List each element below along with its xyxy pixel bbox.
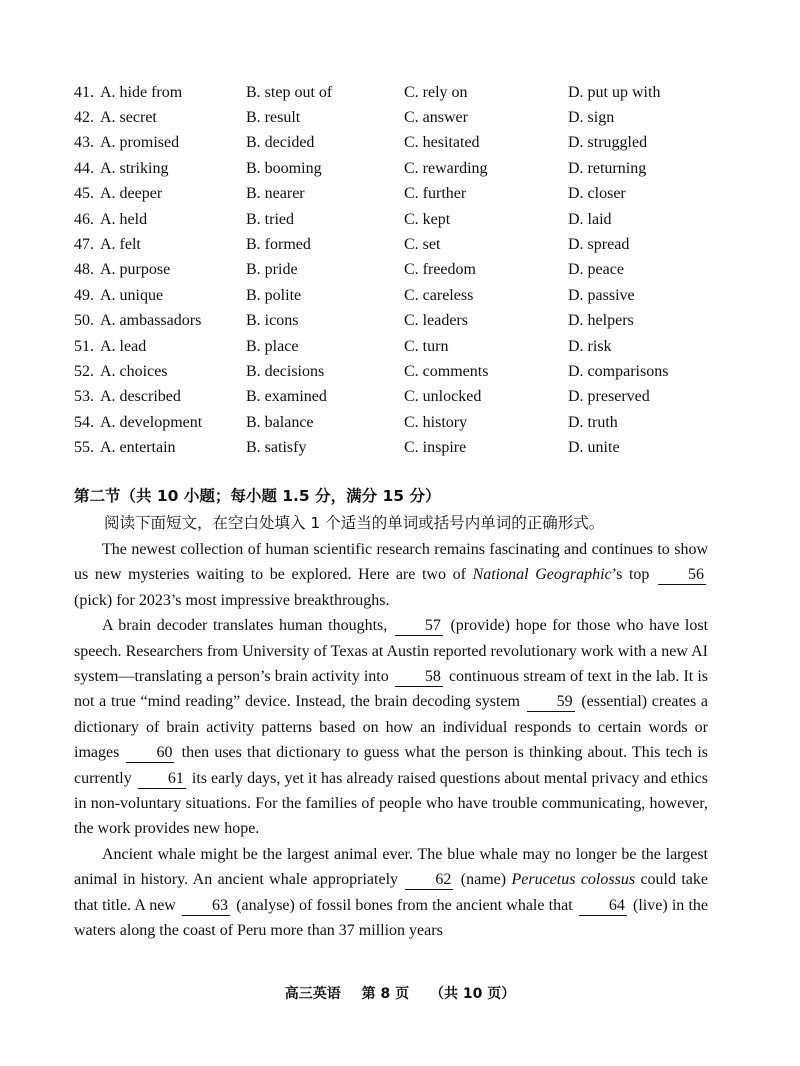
option-a[interactable]: A. felt [100, 236, 141, 254]
question-number: 44. [74, 159, 94, 177]
question-number: 46. [74, 210, 94, 228]
option-c[interactable]: C. careless [404, 286, 474, 304]
option-c[interactable]: C. rewarding [404, 159, 488, 177]
question-number: 54. [74, 413, 94, 431]
option-cell-a [74, 439, 246, 457]
text: (live) in the waters along the coast of Peru more than 37 million years [74, 896, 709, 940]
question-number: 45. [74, 185, 94, 203]
option-row [74, 207, 734, 232]
option-cell-a [74, 312, 246, 330]
option-b[interactable]: B. tried [246, 210, 294, 228]
passage [74, 537, 708, 944]
option-b[interactable]: B. nearer [246, 185, 305, 203]
option-c[interactable]: C. comments [404, 362, 489, 380]
text: (provide) hope for those who have lost speech. Researchers from University of Texas at Austin reported revolutionary work with a new AI system—translating a person’s brain activity into [74, 617, 709, 686]
question-number: 53. [74, 388, 94, 406]
option-row [74, 105, 734, 130]
option-d[interactable]: D. struggled [568, 134, 648, 152]
option-a[interactable]: A. hide from [100, 83, 183, 101]
section-instruction: 阅读下面短文，在空白处填入 1 个适当的单词或括号内单词的正确形式。 [104, 514, 605, 532]
option-row [74, 309, 734, 334]
option-cell-a [74, 414, 246, 432]
option-a[interactable]: A. purpose [100, 261, 171, 279]
option-c[interactable]: C. freedom [404, 261, 476, 279]
blank-61[interactable]: 61 [138, 770, 186, 789]
option-d[interactable]: D. unite [568, 439, 620, 457]
text: (essential) creates a dictionary of brain activity patterns based on how an individual responds to certain words or images [74, 693, 708, 762]
option-a[interactable]: A. promised [100, 134, 180, 152]
question-number: 50. [74, 312, 94, 330]
paragraph-1 [74, 537, 708, 613]
option-a[interactable]: A. unique [100, 286, 164, 304]
option-b[interactable]: B. booming [246, 159, 322, 177]
question-number: 42. [74, 109, 94, 127]
option-c[interactable]: C. rely on [404, 83, 468, 101]
option-cell-a [74, 363, 246, 381]
text: continuous stream of text in the lab. It is not a true “mind reading” device. Instead, the brain decoding system [74, 668, 708, 711]
option-row [74, 359, 734, 384]
option-b[interactable]: B. decided [246, 134, 315, 152]
option-c[interactable]: C. turn [404, 337, 449, 355]
option-c[interactable]: C. history [404, 413, 468, 431]
options-table [74, 80, 734, 461]
option-a[interactable]: A. ambassadors [100, 312, 202, 330]
option-row [74, 435, 734, 460]
option-c[interactable]: C. leaders [404, 312, 468, 330]
option-d[interactable]: D. put up with [568, 83, 661, 101]
option-cell-a [74, 211, 246, 229]
option-row [74, 182, 734, 207]
text: (name) [455, 871, 512, 889]
blank-56[interactable]: 56 [658, 566, 706, 585]
option-b[interactable]: B. place [246, 337, 299, 355]
option-row [74, 410, 734, 435]
option-a[interactable]: A. held [100, 210, 148, 228]
option-d[interactable]: D. peace [568, 261, 624, 279]
option-d[interactable]: D. sign [568, 109, 615, 127]
option-c[interactable]: C. kept [404, 210, 451, 228]
option-a[interactable]: A. striking [100, 159, 169, 177]
option-a[interactable]: A. described [100, 388, 181, 406]
text: (analyse) of fossil bones from the ancient whale that [232, 896, 577, 914]
option-d[interactable]: D. returning [568, 159, 647, 177]
option-c[interactable]: C. unlocked [404, 388, 482, 406]
option-c[interactable]: C. set [404, 236, 441, 254]
paragraph-2 [74, 613, 708, 842]
question-number: 48. [74, 261, 94, 279]
option-d[interactable]: D. truth [568, 413, 618, 431]
option-row [74, 334, 734, 359]
option-row [74, 156, 734, 181]
option-c[interactable]: C. inspire [404, 439, 467, 457]
option-cell-a [74, 388, 246, 406]
option-b[interactable]: B. satisfy [246, 439, 307, 457]
blank-63[interactable]: 63 [182, 897, 230, 916]
option-row [74, 131, 734, 156]
section-heading: 第二节（共 10 小题；每小题 1.5 分，满分 15 分） [74, 487, 441, 505]
option-d[interactable]: D. comparisons [568, 362, 669, 380]
option-b[interactable]: B. formed [246, 236, 311, 254]
question-number: 47. [74, 236, 94, 254]
option-d[interactable]: D. helpers [568, 312, 634, 330]
paragraph-3 [74, 842, 708, 944]
option-b[interactable]: B. icons [246, 312, 299, 330]
text: then uses that dictionary to guess what the person is thinking about. This tech is currently [74, 744, 708, 787]
text: The newest collection of human scientific research remains fascinating and continues to show us new mysteries waiting to be explored. Here are two of [74, 541, 708, 584]
option-cell-a [74, 261, 246, 279]
text: ’s top [611, 566, 657, 584]
question-number: 55. [74, 439, 94, 457]
question-number: 41. [74, 83, 94, 101]
option-a[interactable]: A. choices [100, 362, 168, 380]
blank-58[interactable]: 58 [395, 668, 443, 687]
option-cell-a [74, 160, 246, 178]
option-cell-a [74, 109, 246, 127]
option-c[interactable]: C. answer [404, 109, 468, 127]
italic-text: Perucetus colossus [511, 871, 636, 889]
option-b[interactable]: B. decisions [246, 362, 325, 380]
option-b[interactable]: B. polite [246, 286, 302, 304]
text: Ancient whale might be the largest animal ever. The blue whale may no longer be the largest animal in history. An ancient whale appropriately [74, 845, 708, 889]
option-b[interactable]: B. examined [246, 388, 327, 406]
option-cell-a [74, 236, 246, 254]
question-number: 51. [74, 337, 94, 355]
option-b[interactable]: B. balance [246, 413, 314, 431]
page-footer [0, 983, 800, 1003]
option-d[interactable]: D. risk [568, 337, 612, 355]
text: (pick) for 2023’s most impressive breakthroughs. [74, 591, 390, 609]
option-a[interactable]: A. lead [100, 337, 147, 355]
option-cell-a [74, 185, 246, 203]
blank-57[interactable]: 57 [395, 617, 443, 636]
text: could take that title. A new [74, 871, 709, 914]
option-cell-a [74, 338, 246, 356]
option-d[interactable]: D. preserved [568, 388, 650, 406]
italic-text: National Geographic [472, 566, 612, 584]
blank-64[interactable]: 64 [579, 897, 627, 916]
option-row [74, 258, 734, 283]
question-number: 49. [74, 286, 94, 304]
option-cell-a [74, 287, 246, 305]
option-c[interactable]: C. hesitated [404, 134, 480, 152]
question-number: 43. [74, 134, 94, 152]
option-b[interactable]: B. step out of [246, 83, 333, 101]
footer-page: 第 8 页 [361, 986, 410, 1002]
option-d[interactable]: D. passive [568, 286, 635, 304]
option-row [74, 283, 734, 308]
blank-60[interactable]: 60 [126, 744, 174, 763]
option-d[interactable]: D. laid [568, 210, 612, 228]
footer-subject: 高三英语 [284, 986, 341, 1002]
option-d[interactable]: D. closer [568, 185, 626, 203]
option-a[interactable]: A. secret [100, 109, 157, 127]
blank-59[interactable]: 59 [527, 693, 575, 712]
option-a[interactable]: A. development [100, 413, 203, 431]
option-b[interactable]: B. pride [246, 261, 298, 279]
option-row [74, 232, 734, 257]
option-d[interactable]: D. spread [568, 236, 630, 254]
text: A brain decoder translates human thoughts, [102, 617, 393, 635]
option-a[interactable]: A. entertain [100, 439, 176, 457]
option-a[interactable]: A. deeper [100, 185, 163, 203]
blank-62[interactable]: 62 [405, 871, 453, 890]
option-row [74, 385, 734, 410]
option-cell-a [74, 84, 246, 102]
question-number: 52. [74, 362, 94, 380]
option-c[interactable]: C. further [404, 185, 467, 203]
text: its early days, yet it has already raised questions about mental privacy and ethics in non-voluntary situations. For the families of people who have trouble communicating, however, the work provides new hope. [74, 769, 708, 838]
footer-total: （共 10 页） [430, 986, 516, 1002]
option-row [74, 80, 734, 105]
option-cell-a [74, 134, 246, 152]
option-b[interactable]: B. result [246, 109, 301, 127]
